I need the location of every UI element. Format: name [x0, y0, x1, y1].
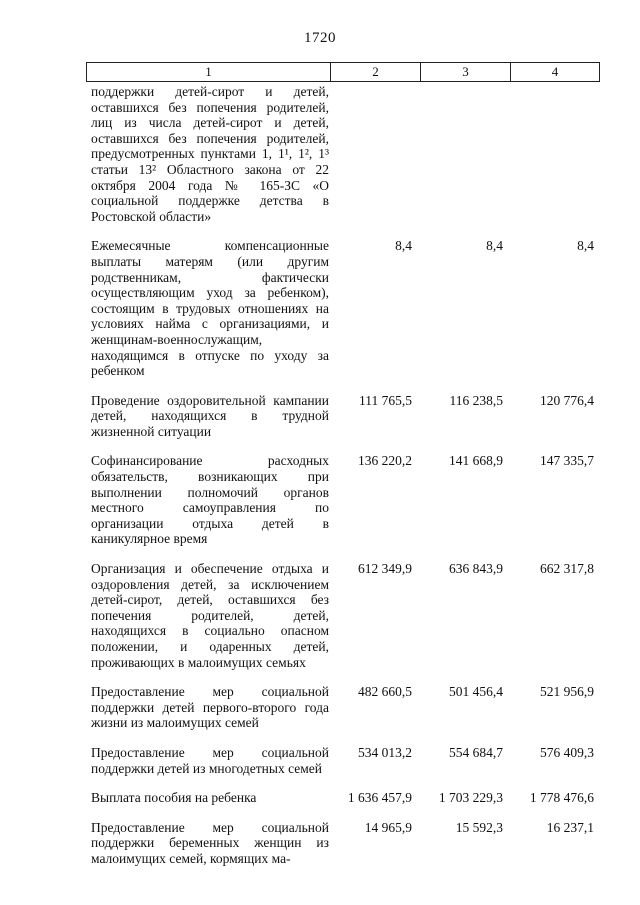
- header-col-1: 1: [87, 63, 331, 81]
- row-value-col-2: [329, 84, 412, 224]
- row-value-col-3: 636 843,9: [449, 561, 503, 577]
- row-description: Софинансирование расходных обязательств, возникающих при выполнении полномочий органов местного самоуправления по организации отдыха детей в каникулярное время: [91, 453, 329, 547]
- row-description: Проведение оздоровительной кампании детей, находящихся в трудной жизненной ситуации: [91, 392, 329, 439]
- row-value-col-4: [503, 84, 594, 224]
- row-value-col-2: 534 013,2: [358, 744, 412, 760]
- table-row: [86, 393, 600, 440]
- row-value-col-2: 136 220,2: [358, 453, 412, 469]
- row-value-col-3: 141 668,9: [449, 453, 503, 469]
- table-header: [86, 62, 600, 82]
- table-row: [86, 790, 600, 806]
- row-description: Ежемесячные компенсационные выплаты матерям (или другим родственникам, фактически осуществляющим уход за ребенком), состоящим в трудовых отношениях на условиях найма с организациями, и женщинам-военнослужащим, находящимся в отпуске по уходу за ребенком: [91, 238, 329, 379]
- row-description: поддержки детей-сирот и детей, оставшихся без попечения родителей, лиц из числа детей-сирот и детей, оставшихся без попечения родителей, предусмотренных пунктами 1, 1¹, 1², 1³ статьи 13² Областного закона от 22 октября 2004 года № 165-ЗС «О социальной поддержке детства в Ростовской области»: [91, 84, 329, 224]
- row-value-col-3: 15 592,3: [455, 819, 503, 835]
- row-value-col-3: 501 456,4: [449, 684, 503, 700]
- row-value-col-4: 8,4: [577, 238, 594, 254]
- row-value-col-3: 554 684,7: [449, 744, 503, 760]
- row-value-col-3: 8,4: [486, 238, 503, 254]
- row-description: Предоставление мер социальной поддержки детей из многодетных семей: [91, 744, 329, 776]
- row-value-col-4: 147 335,7: [540, 453, 594, 469]
- header-col-4: 4: [551, 64, 559, 79]
- table-row: [86, 561, 600, 670]
- row-value-col-4: 1 778 476,6: [529, 790, 594, 806]
- row-value-col-2: 8,4: [395, 238, 412, 254]
- row-description: Выплата пособия на ребенка: [91, 790, 257, 806]
- row-value-col-2: 111 765,5: [359, 392, 412, 408]
- table-row: [86, 820, 600, 867]
- row-value-col-4: 521 956,9: [540, 684, 594, 700]
- row-value-col-2: 612 349,9: [358, 561, 412, 577]
- row-value-col-2: 482 660,5: [358, 684, 412, 700]
- table-row: [86, 238, 600, 378]
- table-row: [86, 684, 600, 731]
- row-value-col-3: [412, 84, 503, 224]
- row-description: Предоставление мер социальной поддержки детей первого-второго года жизни из малоимущих семей: [91, 684, 329, 731]
- table-row: [86, 84, 600, 224]
- row-value-col-3: 116 238,5: [449, 392, 503, 408]
- table-row: [86, 745, 600, 776]
- table-row: [86, 453, 600, 547]
- row-description: Предоставление мер социальной поддержки беременных женщин из малоимущих семей, кормящих ма-: [91, 819, 329, 866]
- row-value-col-3: 1 703 229,3: [438, 790, 503, 806]
- table-body: [86, 82, 600, 881]
- header-col-3: 3: [421, 63, 511, 81]
- row-value-col-4: 576 409,3: [540, 744, 594, 760]
- row-value-col-4: 662 317,8: [540, 561, 594, 577]
- row-description: Организация и обеспечение отдыха и оздоровления детей, за исключением детей-сирот, детей, оставшихся без попечения родителей, детей, находящихся в социально опасном положении, и одаренных детей, проживающих в малоимущих семьях: [91, 561, 329, 670]
- row-value-col-4: 120 776,4: [540, 392, 594, 408]
- row-value-col-2: 1 636 457,9: [347, 790, 412, 806]
- row-value-col-4: 16 237,1: [546, 819, 594, 835]
- row-value-col-2: 14 965,9: [364, 819, 412, 835]
- header-col-2: 2: [331, 63, 421, 81]
- page-number: 1720: [304, 30, 336, 46]
